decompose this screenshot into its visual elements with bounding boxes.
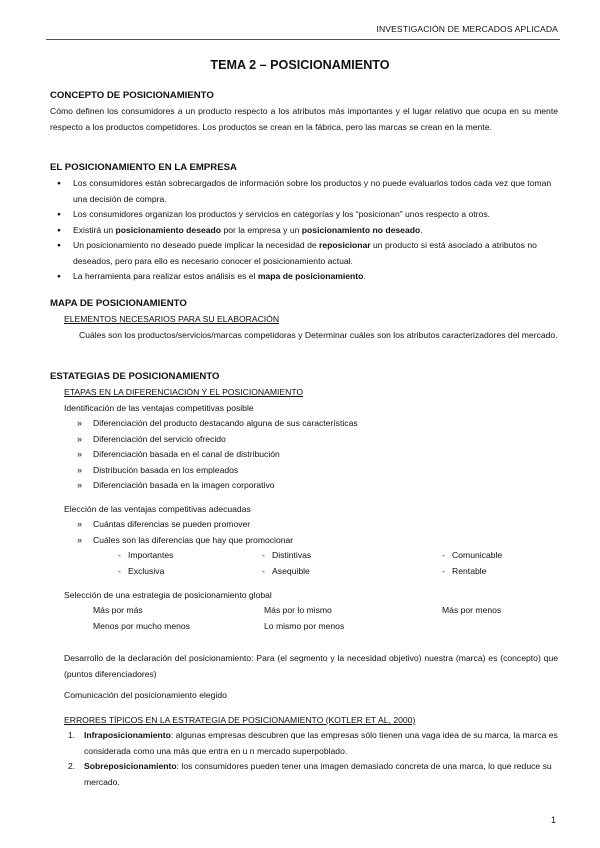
bullet-text: Los consumidores organizan los productos y servicios en categorías y los “posicionan” unos respecto a otros. <box>73 209 491 219</box>
item-text: Diferenciación del servicio ofrecido <box>93 433 226 444</box>
list-item <box>50 207 560 223</box>
arrow-glyph: » <box>77 433 83 444</box>
dash-glyph: - <box>118 566 121 576</box>
desarrollo-text: Desarrollo de la declaración del posicionamiento: Para (el segmento y la necesidad objetivo) nuestra (marca) es (concepto) que (puntos diferenciadores) <box>64 653 558 679</box>
empresa-heading: EL POSICIONAMIENTO EN LA EMPRESA <box>50 162 237 173</box>
item-text: Cuántas diferencias se pueden promover <box>93 519 251 529</box>
bold-term: Infraposicionamiento <box>84 730 171 740</box>
bullet-text: Existirá un <box>73 224 116 235</box>
comunicacion-text: Comunicación del posicionamiento elegido <box>64 690 227 700</box>
arrow-glyph: » <box>77 519 83 529</box>
item-text: Distribución basada en los empleados <box>93 464 239 475</box>
concepto-heading: CONCEPTO DE POSICIONAMIENTO <box>50 90 214 101</box>
item-text: Cuáles son las diferencias que hay que promocionar <box>93 534 294 545</box>
diff-label: Asequible <box>272 566 310 576</box>
list-item <box>77 432 557 448</box>
dash-glyph: - <box>262 550 265 560</box>
list-item <box>77 463 557 479</box>
bold-term: Sobreposicionamiento <box>84 761 177 771</box>
bullet-text: . <box>420 224 423 235</box>
empresa-bullet-list <box>50 176 560 285</box>
mapa-subheading: ELEMENTOS NECESARIOS PARA SU ELABORACIÓN <box>64 314 280 324</box>
bullet-text: un producto si está asociado a atributos no deseados, pero para ello es necesario conocer el posicionamiento actual. <box>73 240 537 266</box>
bullet-text: La herramienta para realizar estos análisis es el <box>73 271 258 281</box>
diff-item <box>118 564 164 580</box>
diff-item <box>262 548 311 564</box>
identificacion-label: Identificación de las ventajas competitivas posible <box>64 403 254 413</box>
list-item <box>50 238 560 269</box>
list-item <box>50 223 560 239</box>
list-item <box>77 533 557 549</box>
dash-glyph: - <box>442 566 445 576</box>
dash-glyph: - <box>442 550 445 560</box>
arrow-glyph: » <box>77 449 83 459</box>
diff-label: Comunicable <box>452 550 503 560</box>
arrow-glyph: » <box>77 418 83 428</box>
seleccion-item: Más por más <box>93 605 143 615</box>
list-item <box>77 416 557 432</box>
item-text: Diferenciación basada en la imagen corporativo <box>93 480 275 490</box>
etapas-subheading: ETAPAS EN LA DIFERENCIACIÓN Y EL POSICIONAMIENTO <box>64 387 304 397</box>
eleccion-list <box>77 517 557 548</box>
list-item <box>68 728 558 759</box>
list-item <box>50 269 560 285</box>
mapa-heading: MAPA DE POSICIONAMIENTO <box>50 298 187 309</box>
bold-term: reposicionar <box>319 240 371 250</box>
diff-label: Rentable <box>452 566 487 576</box>
item-text: Diferenciación basada en el canal de distribución <box>93 449 280 459</box>
list-item <box>77 447 557 463</box>
bullet-text: Un posicionamiento no deseado puede implicar la necesidad de <box>73 240 320 250</box>
bullet-text: por la empresa y un <box>221 224 302 235</box>
list-item <box>68 759 558 790</box>
page-title: TEMA 2 – POSICIONAMIENTO <box>210 58 390 72</box>
bold-term: posicionamiento deseado <box>115 224 222 235</box>
item-number: 1. <box>68 730 76 740</box>
dash-glyph: - <box>262 566 265 576</box>
item-text: Diferenciación del producto destacando alguna de sus características <box>93 418 358 428</box>
bullet-text: . <box>363 271 366 281</box>
estrategias-heading: ESTATEGIAS DE POSICIONAMIENTO <box>50 371 220 382</box>
dash-glyph: - <box>118 550 121 560</box>
seleccion-item: Más por menos <box>442 605 502 615</box>
diff-label: Exclusiva <box>128 566 165 576</box>
list-item <box>77 478 557 494</box>
item-text: : algunas empresas descubren que las empresas sólo tienen una vaga idea de su marca, la marca es considerada como una más que entra en u n mercado superpoblado. <box>84 730 558 756</box>
list-item <box>50 176 560 207</box>
item-number: 2. <box>68 761 76 771</box>
diff-label: Distintivas <box>272 550 312 560</box>
bold-term: posicionamiento no deseado <box>301 224 421 235</box>
seleccion-item: Más por lo mismo <box>264 605 332 615</box>
mapa-text: Cuáles son los productos/servicios/marcas competidoras y Determinar cuáles son los atributos caracterizadores del mercado. <box>79 330 558 340</box>
arrow-glyph: » <box>77 464 83 475</box>
eleccion-label: Elección de las ventajas competitivas adecuadas <box>64 504 251 514</box>
diff-item <box>442 548 502 564</box>
page-number: 1 <box>550 815 556 825</box>
list-item <box>77 517 557 533</box>
diff-label: Importantes <box>128 550 174 560</box>
diff-item <box>262 564 310 580</box>
running-header: INVESTIGACIÓN DE MERCADOS APLICADA <box>376 24 558 34</box>
identificacion-list <box>77 416 557 494</box>
seleccion-item: Menos por mucho menos <box>93 621 190 631</box>
arrow-glyph: » <box>77 480 83 490</box>
bold-term: mapa de posicionamiento <box>257 271 364 281</box>
bullet-text: Los consumidores están sobrecargados de información sobre los productos y no puede evaluarlos todos cada vez que toman una decisión de compra. <box>73 178 552 204</box>
item-text: : los consumidores pueden tener una imagen demasiado concreta de una marca, lo que reduce su mercado. <box>84 761 552 787</box>
arrow-glyph: » <box>77 534 83 545</box>
seleccion-label: Selección de una estrategia de posicionamiento global <box>64 590 272 600</box>
diff-item <box>442 564 486 580</box>
errores-list <box>68 728 558 790</box>
concepto-text: Cómo definen los consumidores a un producto respecto a los atributos más importantes y el lugar relativo que ocupa en su mente respecto a los productos competidores. Los productos se crean en la fábrica, pero las marcas se crean en la mente. <box>50 106 558 132</box>
header-divider <box>46 39 560 40</box>
diff-item <box>118 548 173 564</box>
seleccion-item: Lo mismo por menos <box>264 621 345 631</box>
errores-subheading: ERRORES TÍPICOS EN LA ESTRATEGIA DE POSICIONAMIENTO (KOTLER ET AL, 2000) <box>64 715 416 725</box>
